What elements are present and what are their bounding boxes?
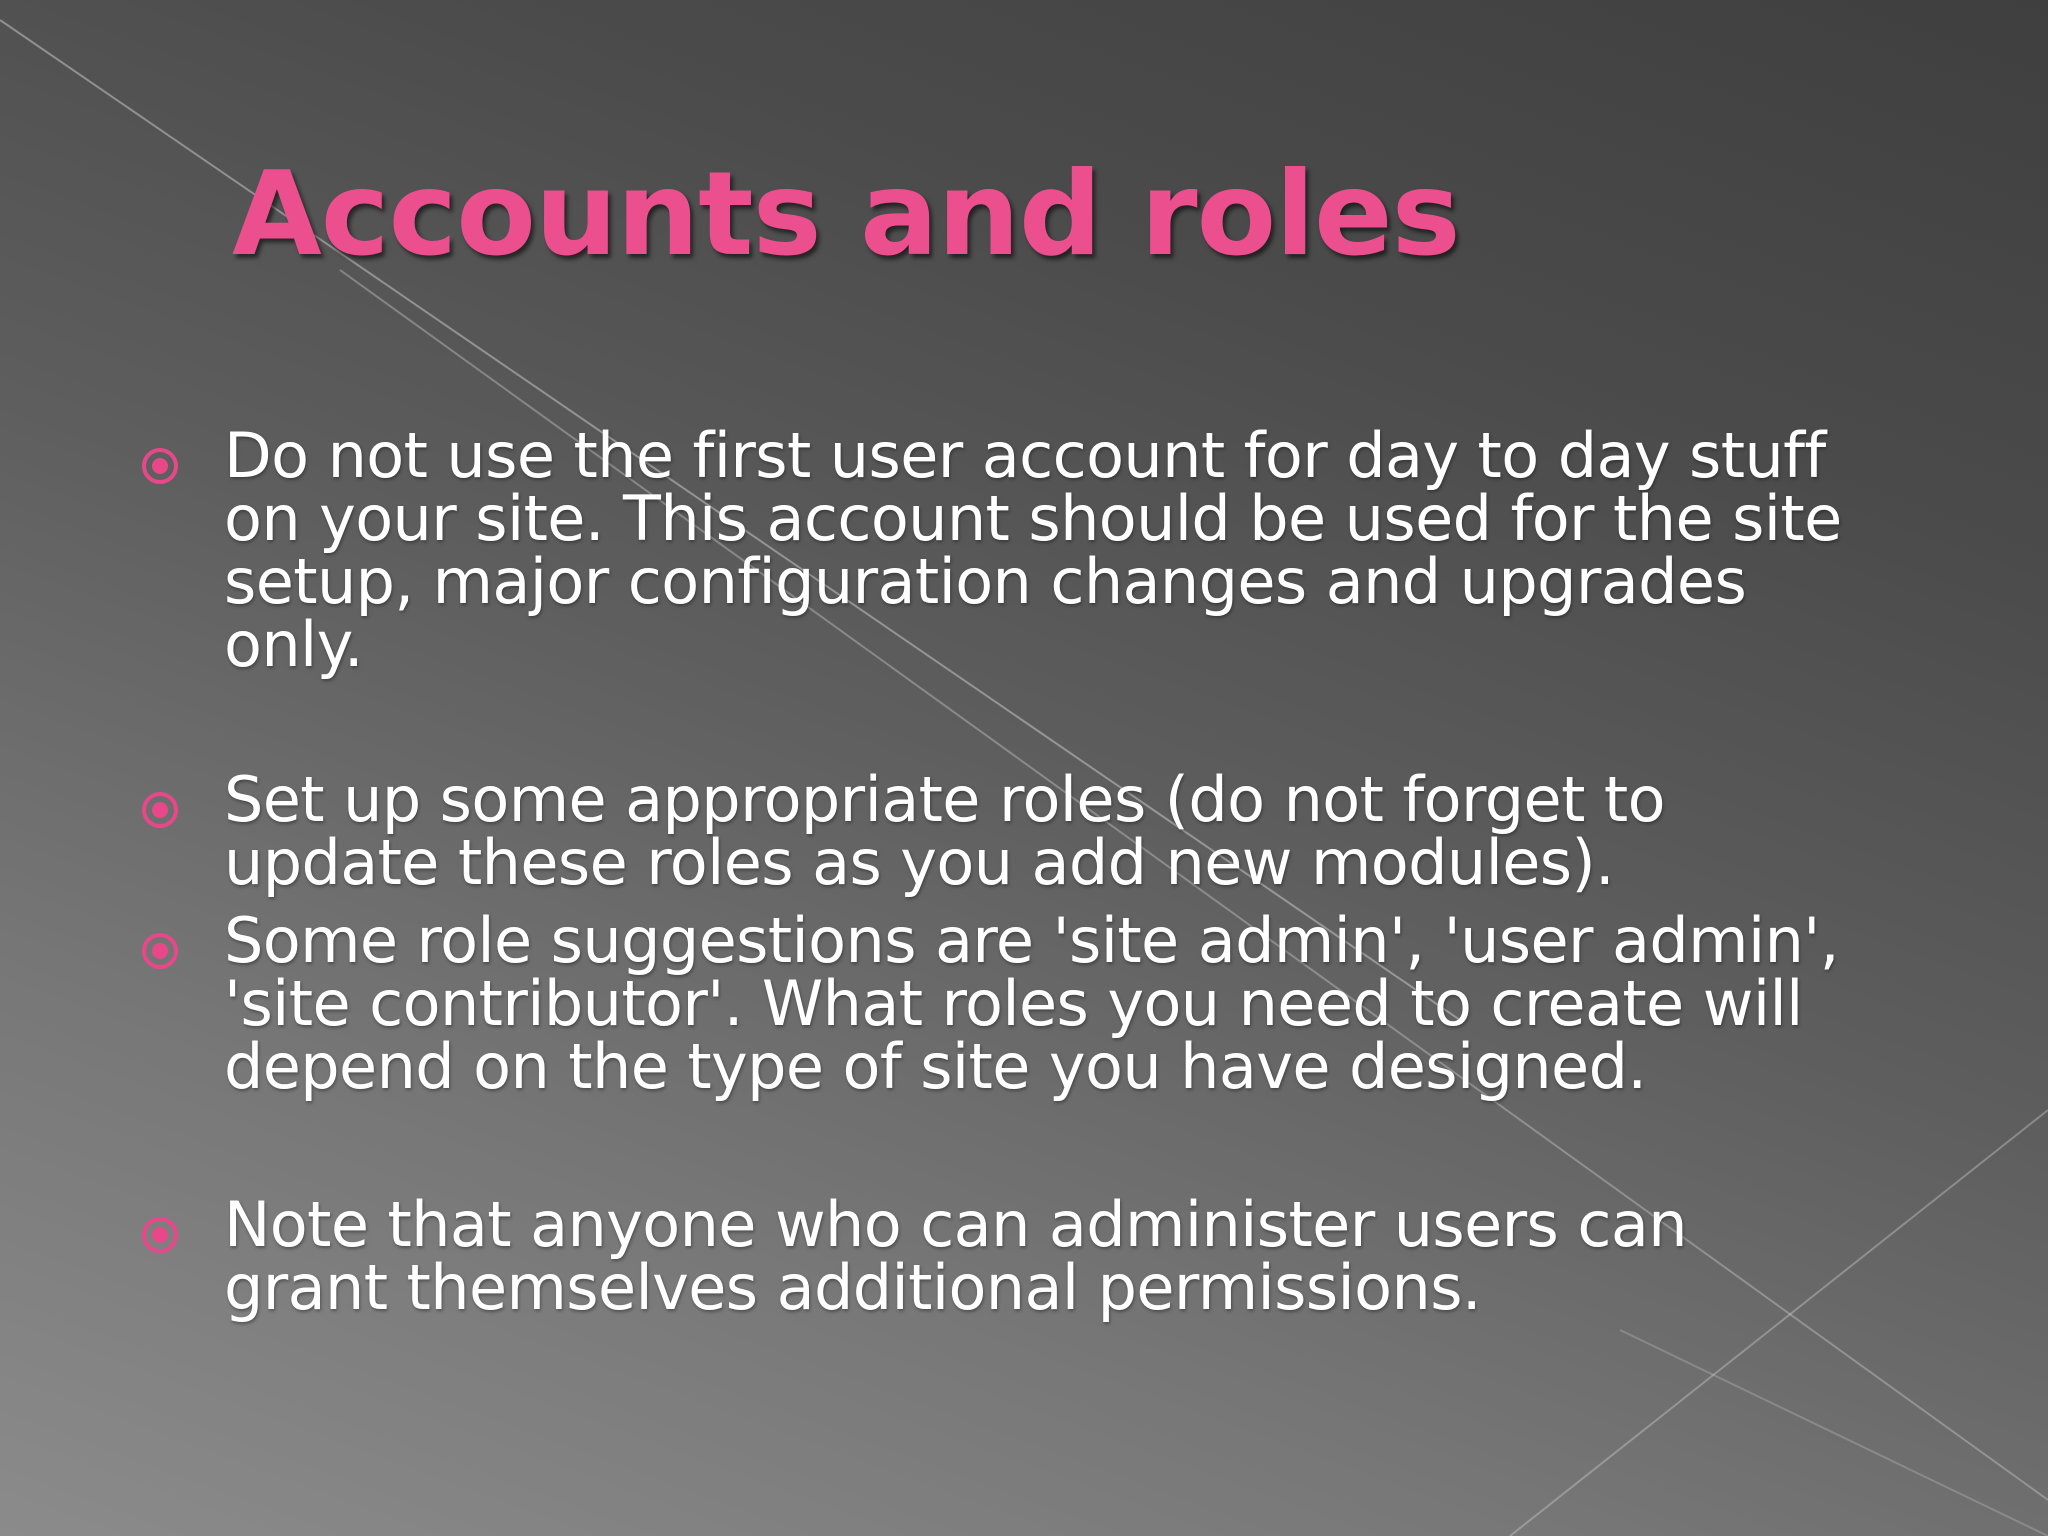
slide-title: Accounts and roles bbox=[232, 147, 1460, 282]
bullet-text: Note that anyone who can administer users can grant themselves additional permissions. bbox=[224, 1188, 1687, 1324]
circled-dot-icon bbox=[140, 931, 180, 971]
bullet-text: Some role suggestions are 'site admin', 'user admin', 'site contributor'. What roles you need to create will depend on the type of site you have designed. bbox=[224, 904, 1839, 1103]
circled-dot-icon bbox=[140, 446, 180, 486]
bullet-text: Do not use the first user account for day to day stuff on your site. This account should be used for the site setup, major configuration changes and upgrades only. bbox=[224, 419, 1842, 681]
circled-dot-icon bbox=[140, 790, 180, 830]
circled-dot-icon bbox=[140, 1215, 180, 1255]
bullet-text: Set up some appropriate roles (do not forget to update these roles as you add new modules). bbox=[224, 763, 1665, 899]
